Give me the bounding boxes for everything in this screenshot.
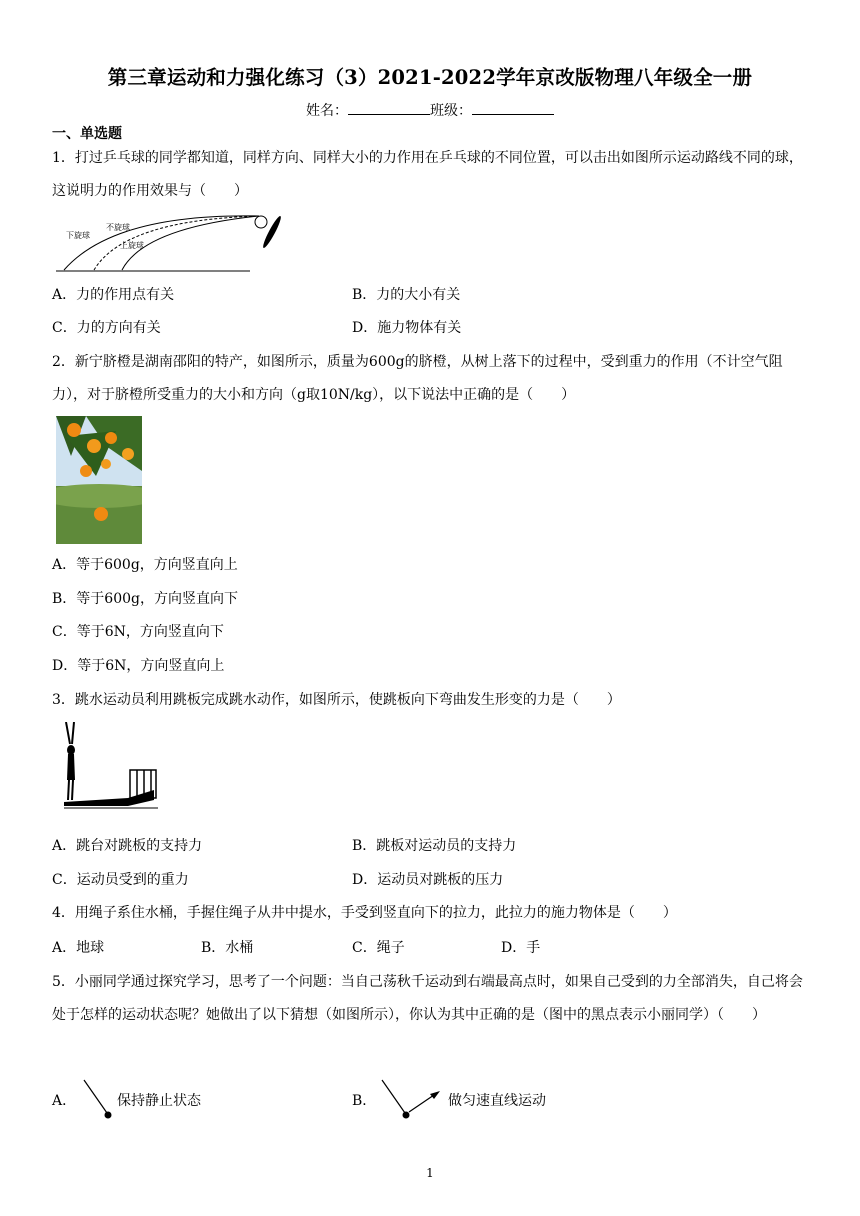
name-label: 姓名： <box>306 103 348 119</box>
q4-option-c: C．绳子 <box>352 940 405 956</box>
q3-option-c: C．运动员受到的重力 <box>52 872 189 888</box>
question-1-stem: 1．打过乒乓球的同学都知道，同样方向、同样大小的力作用在乒乓球的不同位置，可以击出如图所示运动路线不同的球，这说明力的作用效果与（ ） <box>52 150 803 199</box>
q3-option-b: B．跳板对运动员的支持力 <box>352 838 517 854</box>
q5-option-a-label: A． <box>52 1093 77 1109</box>
q3-option-d: D．运动员对跳板的压力 <box>352 872 504 888</box>
document-title: 第三章运动和力强化练习（3）2021-2022学年京改版物理八年级全一册 <box>107 66 753 89</box>
question-5-stem: 5．小丽同学通过探究学习，思考了一个问题：当自己荡秋千运动到右端最高点时，如果自己受到的力全部消失，自己将会处于怎样的运动状态呢？她做出了以下猜想（如图所示），你认为其中正确的是（图中的黑点表示小丽同学）（ ） <box>52 974 803 1023</box>
q4-option-a: A．地球 <box>52 940 105 956</box>
q5-option-b-text: 做匀速直线运动 <box>448 1093 546 1109</box>
q1-option-b: B．力的大小有关 <box>352 287 461 303</box>
page-number: 1 <box>426 1166 434 1180</box>
section-heading: 一、单选题 <box>52 126 122 142</box>
class-label: 班级： <box>430 103 472 119</box>
orange-tree-photo <box>56 416 142 544</box>
q2-option-a: A．等于600g，方向竖直向上 <box>52 557 238 573</box>
q1-option-d: D．施力物体有关 <box>352 320 462 336</box>
q4-option-b: B．水桶 <box>201 940 254 956</box>
question-3-stem: 3．跳水运动员利用跳板完成跳水动作，如图所示，使跳板向下弯曲发生形变的力是（ ） <box>52 692 621 708</box>
q2-option-d: D．等于6N，方向竖直向上 <box>52 658 225 674</box>
fig-label-nospin: 不旋球 <box>106 223 130 232</box>
q3-option-a: A．跳台对跳板的支持力 <box>52 838 203 854</box>
fig-label-topspin: 上旋球 <box>120 241 144 250</box>
q2-option-c: C．等于6N，方向竖直向下 <box>52 624 224 640</box>
q1-option-a: A．力的作用点有关 <box>52 287 175 303</box>
question-2-stem: 2．新宁脐橙是湖南邵阳的特产，如图所示，质量为600g的脐橙，从树上落下的过程中，受到重力的作用（不计空气阻力），对于脐橙所受重力的大小和方向（g取10N/kg），以下说法中正确的是（ ） <box>52 354 783 403</box>
class-blank <box>472 102 554 115</box>
table-tennis-trajectory-figure <box>54 208 286 274</box>
swing-stationary-figure <box>80 1078 116 1120</box>
swing-uniform-motion-figure <box>378 1078 446 1120</box>
q2-option-b: B．等于600g，方向竖直向下 <box>52 591 238 607</box>
name-class-line <box>0 100 860 120</box>
question-4-stem: 4．用绳子系住水桶，手握住绳子从井中提水，手受到竖直向下的拉力，此拉力的施力物体是（ ） <box>52 905 677 921</box>
q4-option-d: D．手 <box>501 940 541 956</box>
q1-option-c: C．力的方向有关 <box>52 320 161 336</box>
name-blank <box>348 102 430 115</box>
q5-option-a-text: 保持静止状态 <box>117 1093 201 1109</box>
fig-label-backspin: 下旋球 <box>66 231 90 240</box>
q5-option-b-label: B． <box>352 1093 377 1109</box>
diving-board-figure <box>58 722 162 822</box>
